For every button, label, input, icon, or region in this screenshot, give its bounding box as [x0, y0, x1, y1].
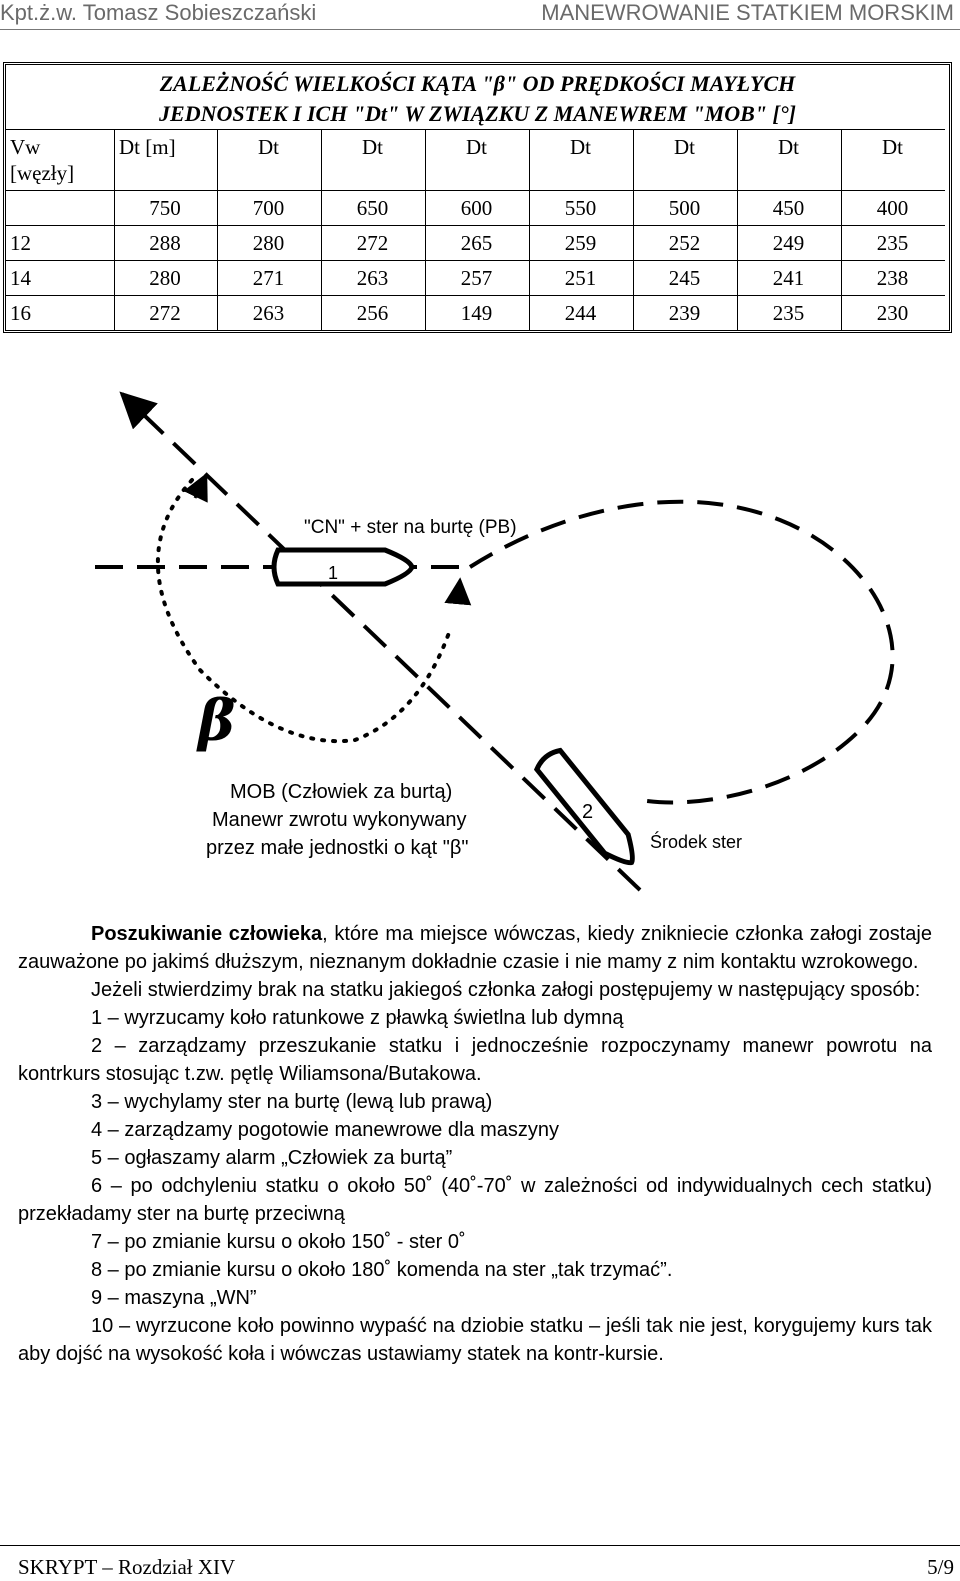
- mob-label-line2: Manewr zwrotu wykonywany: [212, 809, 467, 831]
- body-text: [18, 920, 932, 1368]
- step-7: 7 – po zmianie kursu o około 150˚ - ster 0˚: [91, 1231, 466, 1253]
- page-footer: [0, 1545, 960, 1581]
- table-cell: 700: [217, 190, 321, 225]
- table-header-cell: Dt: [529, 129, 633, 190]
- footer-divider: [0, 1545, 960, 1546]
- footer-chapter: SKRYPT – Rozdział XIV: [18, 1555, 236, 1579]
- table-header-cell: Dt: [841, 129, 945, 190]
- header-title: MANEWROWANIE STATKIEM MORSKIM: [541, 0, 954, 25]
- step-5: 5 – ogłaszamy alarm „Człowiek za burtą”: [91, 1147, 453, 1169]
- step-8: 8 – po zmianie kursu o około 180˚ komenda na ster „tak trzymać”.: [91, 1259, 673, 1281]
- table-cell: 257: [425, 260, 529, 295]
- table-cell: [6, 190, 114, 225]
- step-6: 6 – po odchyleniu statku o około 50˚ (40˚-70˚ w zależności od indywidualnych cech statku) przekładamy ster na burtę przeciwną: [18, 1175, 932, 1225]
- table-cell: 235: [737, 295, 841, 330]
- mob-label-line1: MOB (Człowiek za burtą): [230, 781, 453, 803]
- table-header-cell: Dt: [633, 129, 737, 190]
- table-cell: 239: [633, 295, 737, 330]
- table-cell: 238: [841, 260, 945, 295]
- paragraph-intro: [18, 920, 932, 976]
- srodek-ster-label: Środek ster: [650, 832, 743, 852]
- table-header-cell: Dt: [321, 129, 425, 190]
- table-cell: 259: [529, 225, 633, 260]
- table-cell: 244: [529, 295, 633, 330]
- table-cell: 650: [321, 190, 425, 225]
- table-cell: 252: [633, 225, 737, 260]
- table-cell: 263: [217, 295, 321, 330]
- mob-maneuver-diagram: [0, 370, 960, 910]
- ship-2-number: 2: [582, 801, 594, 823]
- step-4: 4 – zarządzamy pogotowie manewrowe dla maszyny: [91, 1119, 559, 1141]
- table-cell: 263: [321, 260, 425, 295]
- table-cell: 272: [114, 295, 217, 330]
- step-3: 3 – wychylamy ster na burtę (lewą lub prawą): [91, 1091, 493, 1113]
- arc-arrow-right: [458, 580, 460, 602]
- header-divider: [0, 29, 960, 30]
- cn-label: "CN" + ster na burtę (PB): [304, 517, 517, 538]
- table-cell: 400: [841, 190, 945, 225]
- table-cell: 14: [6, 260, 114, 295]
- table-cell: 288: [114, 225, 217, 260]
- ship-1-number: 1: [328, 563, 339, 583]
- table-cell: 16: [6, 295, 114, 330]
- table-cell: 265: [425, 225, 529, 260]
- intro-bold: Poszukiwanie człowieka: [91, 923, 323, 945]
- williamson-loop: [470, 502, 893, 803]
- table-header-cell: Dt [m]: [114, 129, 217, 190]
- table-cell: 241: [737, 260, 841, 295]
- table-cell: 450: [737, 190, 841, 225]
- table-cell: 600: [425, 190, 529, 225]
- table-title-line2: JEDNOSTEK I ICH "Dt" W ZWIĄZKU Z MANEWREM "MOB" [°]: [159, 101, 796, 126]
- table-grid: [6, 129, 949, 330]
- table-cell: 500: [633, 190, 737, 225]
- header-author: Kpt.ż.w. Tomasz Sobieszczański: [0, 0, 317, 25]
- mob-label-line3: przez małe jednostki o kąt "β": [206, 837, 469, 859]
- table-cell: 280: [217, 225, 321, 260]
- page-header: [0, 0, 960, 30]
- beta-symbol: β: [198, 688, 236, 754]
- table-cell: 230: [841, 295, 945, 330]
- table-cell: 251: [529, 260, 633, 295]
- step-10: 10 – wyrzucone koło powinno wypaść na dziobie statku – jeśli tak nie jest, korygujemy kurs tak aby dojść na wysokość koła i wówczas ustawiamy statek na kontr-kursie.: [18, 1315, 932, 1365]
- table-cell: 550: [529, 190, 633, 225]
- table-header-cell: Dt: [737, 129, 841, 190]
- paragraph-procedure: Jeżeli stwierdzimy brak na statku jakiegoś członka załogi postępujemy w następujący sposób:: [91, 979, 921, 1001]
- table-cell: 249: [737, 225, 841, 260]
- table-title-line1: ZALEŻNOŚĆ WIELKOŚCI KĄTA "β" OD PRĘDKOŚCI MAYŁYCH: [159, 71, 796, 96]
- table-cell: 149: [425, 295, 529, 330]
- table-cell: 750: [114, 190, 217, 225]
- table-cell: 280: [114, 260, 217, 295]
- table-cell: 235: [841, 225, 945, 260]
- table-title: [6, 65, 949, 129]
- beta-angle-table: [3, 62, 952, 333]
- table-cell: 245: [633, 260, 737, 295]
- page-number: 5/9: [927, 1555, 954, 1579]
- table-header-cell: Dt: [217, 129, 321, 190]
- step-9: 9 – maszyna „WN”: [91, 1287, 257, 1309]
- table-cell: 271: [217, 260, 321, 295]
- table-header-cell: Vw [węzły]: [6, 129, 114, 190]
- table-header-cell: Dt: [425, 129, 529, 190]
- table-cell: 12: [6, 225, 114, 260]
- step-2: 2 – zarządzamy przeszukanie statku i jednocześnie rozpoczynamy manewr powrotu na kontrkurs stosując t.zw. pętlę Wiliamsona/Butakowa.: [18, 1035, 932, 1085]
- table-cell: 272: [321, 225, 425, 260]
- ship-1-icon: [274, 550, 412, 584]
- step-1: 1 – wyrzucamy koło ratunkowe z pławką świetlna lub dymną: [91, 1007, 624, 1029]
- table-cell: 256: [321, 295, 425, 330]
- intro-rest: , które ma miejsce wówczas, kiedy znikniecie członka załogi zostaje zauważone po jakimś dłuższym, nieznanym dokładnie czasie i nie mamy z nim kontaktu wzrokowego.: [18, 923, 932, 973]
- arc-arrow-left: [195, 475, 206, 498]
